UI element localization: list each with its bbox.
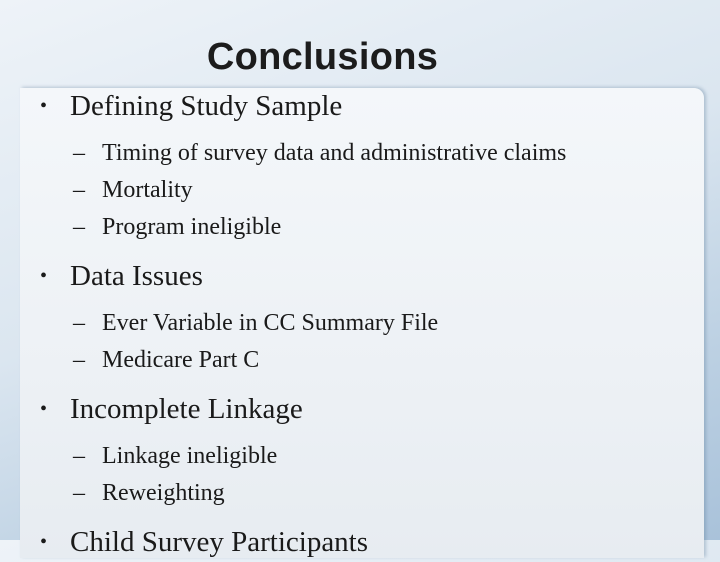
sub-list — [40, 135, 700, 246]
bullet-text: Incomplete Linkage — [70, 393, 303, 425]
bullet-text: Child Survey Participants — [70, 526, 369, 558]
dash-icon: – — [73, 347, 85, 373]
dash-icon: – — [73, 480, 85, 506]
sub-bullet — [40, 475, 700, 512]
sub-bullet — [40, 438, 700, 475]
sub-list — [40, 305, 700, 379]
bullet-text: Data Issues — [70, 260, 203, 292]
sub-bullet-text: Medicare Part C — [102, 347, 260, 373]
slide-title: Conclusions — [206, 36, 439, 78]
sub-bullet-text: Program ineligible — [102, 214, 282, 240]
dash-icon: – — [73, 214, 85, 240]
sub-bullet — [40, 342, 700, 379]
bullet-icon: • — [40, 265, 48, 287]
bullet-text: Defining Study Sample — [70, 90, 343, 122]
dash-icon: – — [73, 443, 85, 469]
dash-icon: – — [73, 140, 85, 166]
sub-bullet — [40, 172, 700, 209]
sub-bullet-text: Timing of survey data and administrative claims — [102, 140, 567, 166]
sub-bullet-text: Reweighting — [102, 480, 225, 506]
bullet-list — [40, 86, 700, 562]
bullet-data-issues — [40, 256, 700, 296]
sub-list — [40, 438, 700, 512]
bullet-child-survey-participants — [40, 522, 700, 562]
sub-bullet-text: Ever Variable in CC Summary File — [102, 310, 439, 336]
sub-bullet — [40, 209, 700, 246]
sub-bullet — [40, 305, 700, 342]
dash-icon: – — [73, 177, 85, 203]
bullet-defining-study-sample — [40, 86, 700, 126]
bullet-icon: • — [40, 531, 48, 553]
dash-icon: – — [73, 310, 85, 336]
bullet-icon: • — [40, 398, 48, 420]
sub-bullet-text: Linkage ineligible — [102, 443, 278, 469]
sub-bullet-text: Mortality — [102, 177, 193, 203]
sub-bullet — [40, 135, 700, 172]
bullet-incomplete-linkage — [40, 389, 700, 429]
bullet-icon: • — [40, 95, 48, 117]
